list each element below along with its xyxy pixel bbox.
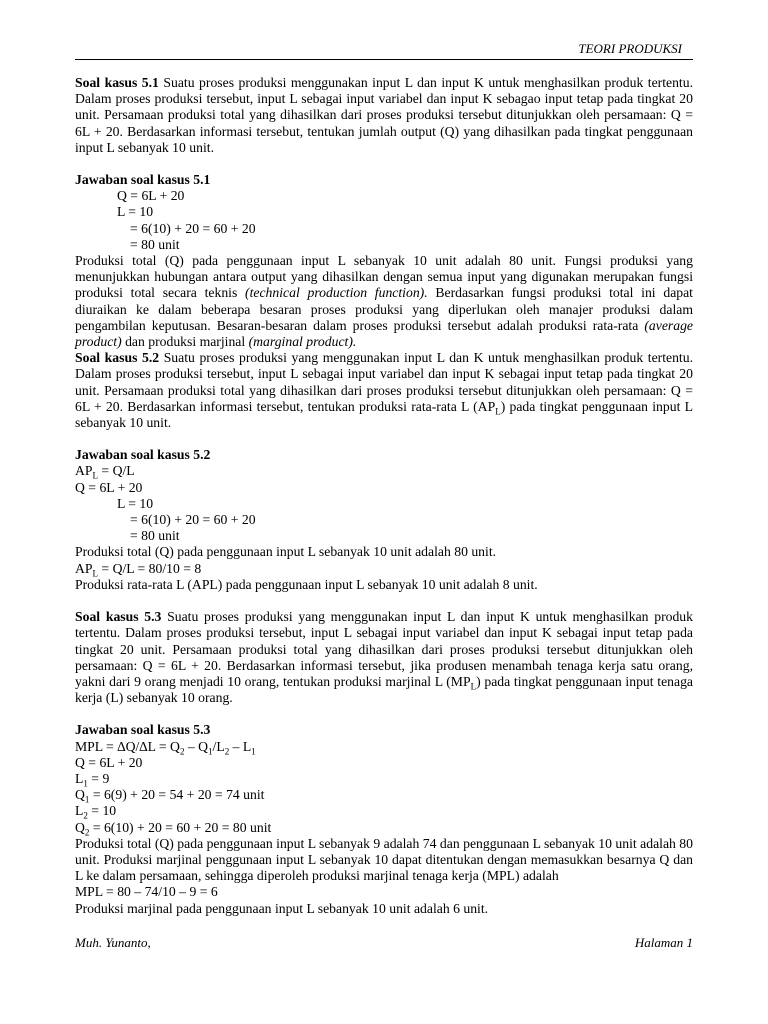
jawaban-5-1-paragraph — [75, 253, 693, 350]
jawaban-5-1-line: L = 10 — [117, 204, 154, 220]
jawaban-5-1-line: Q = 6L + 20 — [117, 188, 185, 204]
jawaban-5-2-line: = 6(10) + 20 = 60 + 20 — [130, 512, 256, 528]
jawaban-5-2-heading: Jawaban soal kasus 5.2 — [75, 447, 211, 463]
jawaban-5-3-formulas — [75, 739, 693, 836]
formula-text: AP — [75, 463, 93, 479]
soal-5-2-text-tail: ) pada tingkat penggunaan input L sebanyak 10 unit. — [75, 398, 693, 431]
jawaban-5-3-paragraph: Produksi total (Q) pada penggunaan input L sebanyak 9 adalah 74 dan penggunaan L sebanyak 10 unit adalah 80 unit. Produksi marjinal penggunaan input L sebanyak 10 dapat ditentukan dengan memasukkan besarnya Q dan L ke dalam persamaan, sehingga diperoleh produksi marjinal tenaga kerja (MPL) adalah — [75, 835, 693, 884]
formula-text: = 6(10) + 20 = 60 + 20 = 80 unit — [89, 819, 272, 835]
header-title: TEORI PRODUKSI — [578, 41, 682, 56]
jawaban-5-2-line: Q = 6L + 20 — [75, 479, 143, 495]
jawaban-5-3-line — [75, 739, 693, 755]
formula-text: = 6(9) + 20 = 54 + 20 = 74 unit — [89, 787, 265, 803]
formula-text: = Q/L — [98, 463, 135, 479]
jawaban-5-1-heading: Jawaban soal kasus 5.1 — [75, 172, 211, 188]
subscript: L — [92, 568, 98, 579]
formula-text: Q — [75, 787, 85, 803]
paragraph-text: dan produksi marjinal — [121, 334, 249, 350]
jawaban-5-3-line — [75, 803, 693, 822]
soal-5-1-label: Soal kasus 5.1 — [75, 75, 159, 90]
soal-5-3-text-tail: ) pada tingkat penggunaan input tenaga kerja (L) sebanyak 10 orang. — [75, 673, 693, 706]
soal-5-1 — [75, 75, 693, 156]
subscript: 2 — [179, 746, 185, 757]
jawaban-5-3-line — [75, 771, 693, 787]
subscript: L — [92, 471, 98, 482]
formula-text: L — [75, 803, 84, 819]
soal-5-3-text: Suatu proses produksi yang menggunakan input L dan input K untuk menghasilkan produk tertentu. Dalam proses produksi tersebut, input L sebagai input variabel dan input K sebagai input tetap pada tingkat 20 unit. Persamaan produksi total yang dihasilkan dari proses produksi tersebut ditunjukkan oleh persamaan: Q = 6L + 20. Berdasarkan informasi tersebut, jika produsen menambah tenaga kerja satu orang, yakni dari 9 orang menjadi 10 orang, tentukan produksi marjinal L (MP — [75, 609, 693, 689]
formula-text: L — [75, 770, 84, 786]
soal-5-1-text: Suatu proses produksi menggunakan input L dan input K untuk menghasilkan produk tertentu. Dalam proses produksi tersebut, input L sebagai input variabel dan input K sebagao input tetap pada tingkat 20 unit. Persamaan produksi total yang dihasilkan dari proses produksi tersebut ditunjukkan oleh persamaan: Q = 6L + 20. Berdasarkan informasi tersebut, tentukan jumlah output (Q) yang dihasilkan pada tingkat penggunaan input L sebanyak 10 unit. — [75, 75, 693, 155]
soal-5-2 — [75, 350, 693, 431]
subscript: 1 — [83, 778, 88, 789]
header-rule — [75, 59, 693, 60]
italic-term: (marginal product). — [248, 334, 357, 350]
formula-text: = 9 — [87, 770, 110, 786]
subscript: L — [495, 406, 501, 417]
subscript: 1 — [208, 746, 213, 757]
soal-5-3-label: Soal kasus 5.3 — [75, 609, 162, 625]
formula-text: MPL = ∆Q/∆L = Q — [75, 738, 180, 754]
jawaban-5-3-line — [75, 755, 693, 771]
formula-text: = Q/L = 80/10 = 8 — [98, 560, 202, 576]
footer-page-number: Halaman 1 — [634, 935, 693, 950]
formula-text: Q = 6L + 20 — [75, 754, 143, 770]
jawaban-5-3-line: MPL = 80 – 74/10 – 9 = 6 — [75, 884, 218, 900]
subscript: 1 — [251, 746, 256, 757]
formula-text: AP — [75, 560, 93, 576]
jawaban-5-3-line: Produksi marjinal pada penggunaan input L sebanyak 10 unit adalah 6 unit. — [75, 900, 489, 916]
jawaban-5-2-line: = 80 unit — [130, 528, 180, 544]
jawaban-5-2-line — [75, 463, 693, 482]
document-body — [75, 75, 693, 917]
formula-text: – Q — [184, 738, 209, 754]
jawaban-5-2-line: Produksi total (Q) pada penggunaan input L sebanyak 10 unit adalah 80 unit. — [75, 544, 497, 560]
formula-text: – L — [229, 738, 252, 754]
jawaban-5-3-heading: Jawaban soal kasus 5.3 — [75, 722, 211, 738]
jawaban-5-3-line — [75, 820, 693, 836]
soal-5-2-text: Suatu proses produksi yang menggunakan input L dan K untuk menghasilkan produk tertentu. Dalam proses produksi tersebut, input L sebagai input variabel dan input K sebagai input tetap pada tingkat 20 unit. Persamaan produksi total yang dihasilkan dari proses produksi tersebut ditunjukkan oleh persamaan: Q = 6L + 20. Berdasarkan informasi tersebut, tentukan produksi rata-rata L (AP — [75, 350, 693, 414]
jawaban-5-1-line: = 6(10) + 20 = 60 + 20 — [130, 220, 256, 236]
footer-author: Muh. Yunanto, — [75, 935, 151, 950]
jawaban-5-2-line: L = 10 — [117, 495, 154, 511]
formula-text: Q — [75, 819, 85, 835]
soal-5-3 — [75, 609, 693, 706]
paragraph-text: Produksi total (Q) pada penggunaan input L sebanyak 10 unit adalah 80 unit. Fungsi produksi yang menunjukkan hubungan antara output yang dihasilkan dengan semua input yang digunakan merupakan fungsi produksi total secara teknis — [75, 253, 693, 301]
formula-text: = 10 — [87, 803, 117, 819]
subscript: 2 — [224, 746, 230, 757]
subscript: L — [470, 681, 477, 692]
subscript: 2 — [84, 827, 90, 838]
jawaban-5-1-line: = 80 unit — [130, 236, 180, 252]
formula-text: /L — [212, 738, 225, 754]
jawaban-5-3-line — [75, 787, 693, 803]
italic-term: (technical production function). — [245, 285, 428, 301]
paragraph-text: Berdasarkan fungsi produksi total ini dapat diuraikan ke dalam beberapa besaran proses produksi yang diperlukan oleh manajer produksi dalam pengambilan keputusan. Besaran-besaran dalam proses produksi tersebut adalah produksi rata-rata — [75, 285, 693, 333]
jawaban-5-2-line: Produksi rata-rata L (APL) pada penggunaan input L sebanyak 10 unit adalah 8 unit. — [75, 576, 538, 592]
subscript: 1 — [84, 794, 90, 805]
italic-term: (average product) — [75, 317, 693, 350]
subscript: 2 — [83, 811, 88, 822]
jawaban-5-2-line — [75, 561, 693, 577]
soal-5-2-label: Soal kasus 5.2 — [75, 350, 160, 366]
